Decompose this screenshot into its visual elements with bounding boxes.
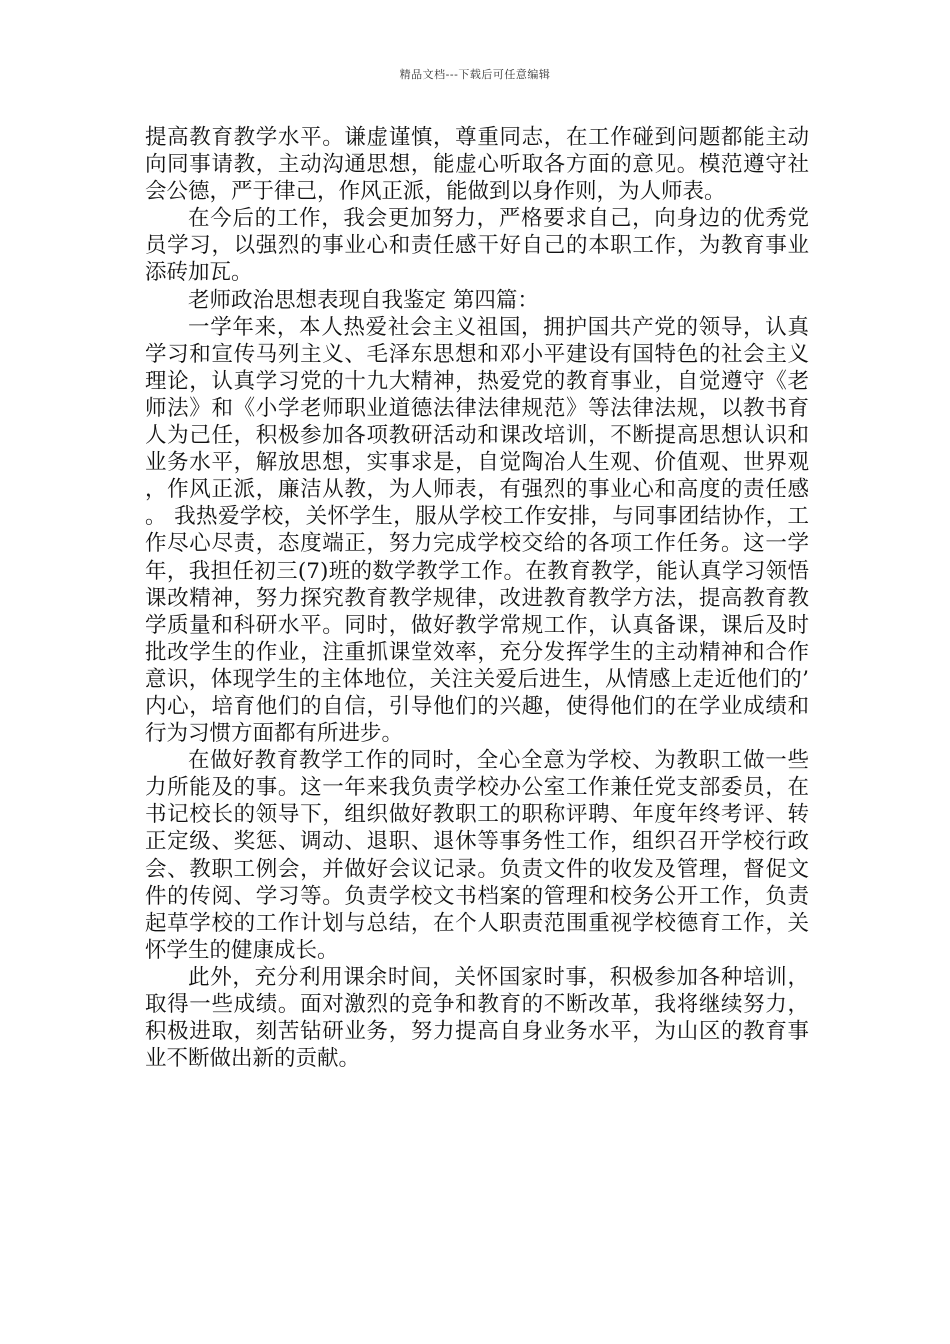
paragraph-continuation: 提高教育教学水平。谦虚谨慎，尊重同志，在工作碰到问题都能主动向同事请教，主动沟通思想，能虚心听取各方面的意见。模范遵守社会公德，严于律己，作风正派，能做到以身作则，为人师表。 [145, 125, 809, 205]
paragraph-self-assessment: 一学年来，本人热爱社会主义祖国，拥护国共产党的领导，认真学习和宣传马列主义、毛泽东思想和邓小平建设有国特色的社会主义理论，认真学习党的十九大精神，热爱党的教育事业，自觉遵守《老师法》和《小学老师职业道德法律法律规范》等法律法规，以教书育人为己任，积极参加各项教研活动和课改培训，不断提高思想认识和业务水平，解放思想，实事求是，自觉陶冶人生观、价值观、世界观，作风正派，廉洁从教，为人师表，有强烈的事业心和高度的责任感。 我热爱学校，关怀学生，服从学校工作安排，与同事团结协作，工作尽心尽责，态度端正，努力完成学校交给的各项工作任务。这一学年，我担任初三(7)班的数学教学工作。在教育教学，能认真学习领悟课改精神，努力探究教育教学规律，改进教育教学方法，提高教育教学质量和科研水平。同时，做好教学常规工作，认真备课，课后及时批改学生的作业，注重抓课堂效率，充分发挥学生的主动精神和合作意识，体现学生的主体地位，关注关爱后进生，从情感上走近他们的’内心，培育他们的自信，引导他们的兴趣，使得他们的在学业成绩和行为习惯方面都有所进步。 [145, 314, 809, 747]
paragraph-office-work: 在做好教育教学工作的同时，全心全意为学校、为教职工做一些力所能及的事。这一年来我负责学校办公室工作兼任党支部委员，在书记校长的领导下，组织做好教职工的职称评聘、年度年终考评、转正定级、奖惩、调动、退职、退休等事务性工作，组织召开学校行政会、教职工例会，并做好会议记录。负责文件的收发及管理，督促文件的传阅、学习等。负责学校文书档案的管理和校务公开工作，负责起草学校的工作计划与总结，在个人职责范围重视学校德育工作，关怀学生的健康成长。 [145, 748, 809, 963]
page-header: 精品文档---下载后可任意编辑 [399, 68, 551, 81]
document-body [145, 124, 809, 1072]
paragraph-conclusion: 此外，充分利用课余时间，关怀国家时事，积极参加各种培训，取得一些成绩。面对激烈的竞争和教育的不断改革，我将继续努力，积极进取，刻苦钻研业务，努力提高自身业务水平，为山区的教育事业不断做出新的贡献。 [145, 964, 809, 1072]
paragraph-future-work: 在今后的工作，我会更加努力，严格要求自己，向身边的优秀党员学习，以强烈的事业心和责任感干好自己的本职工作，为教育事业添砖加瓦。 [145, 206, 809, 286]
section-heading: 老师政治思想表现自我鉴定 第四篇： [188, 287, 539, 313]
